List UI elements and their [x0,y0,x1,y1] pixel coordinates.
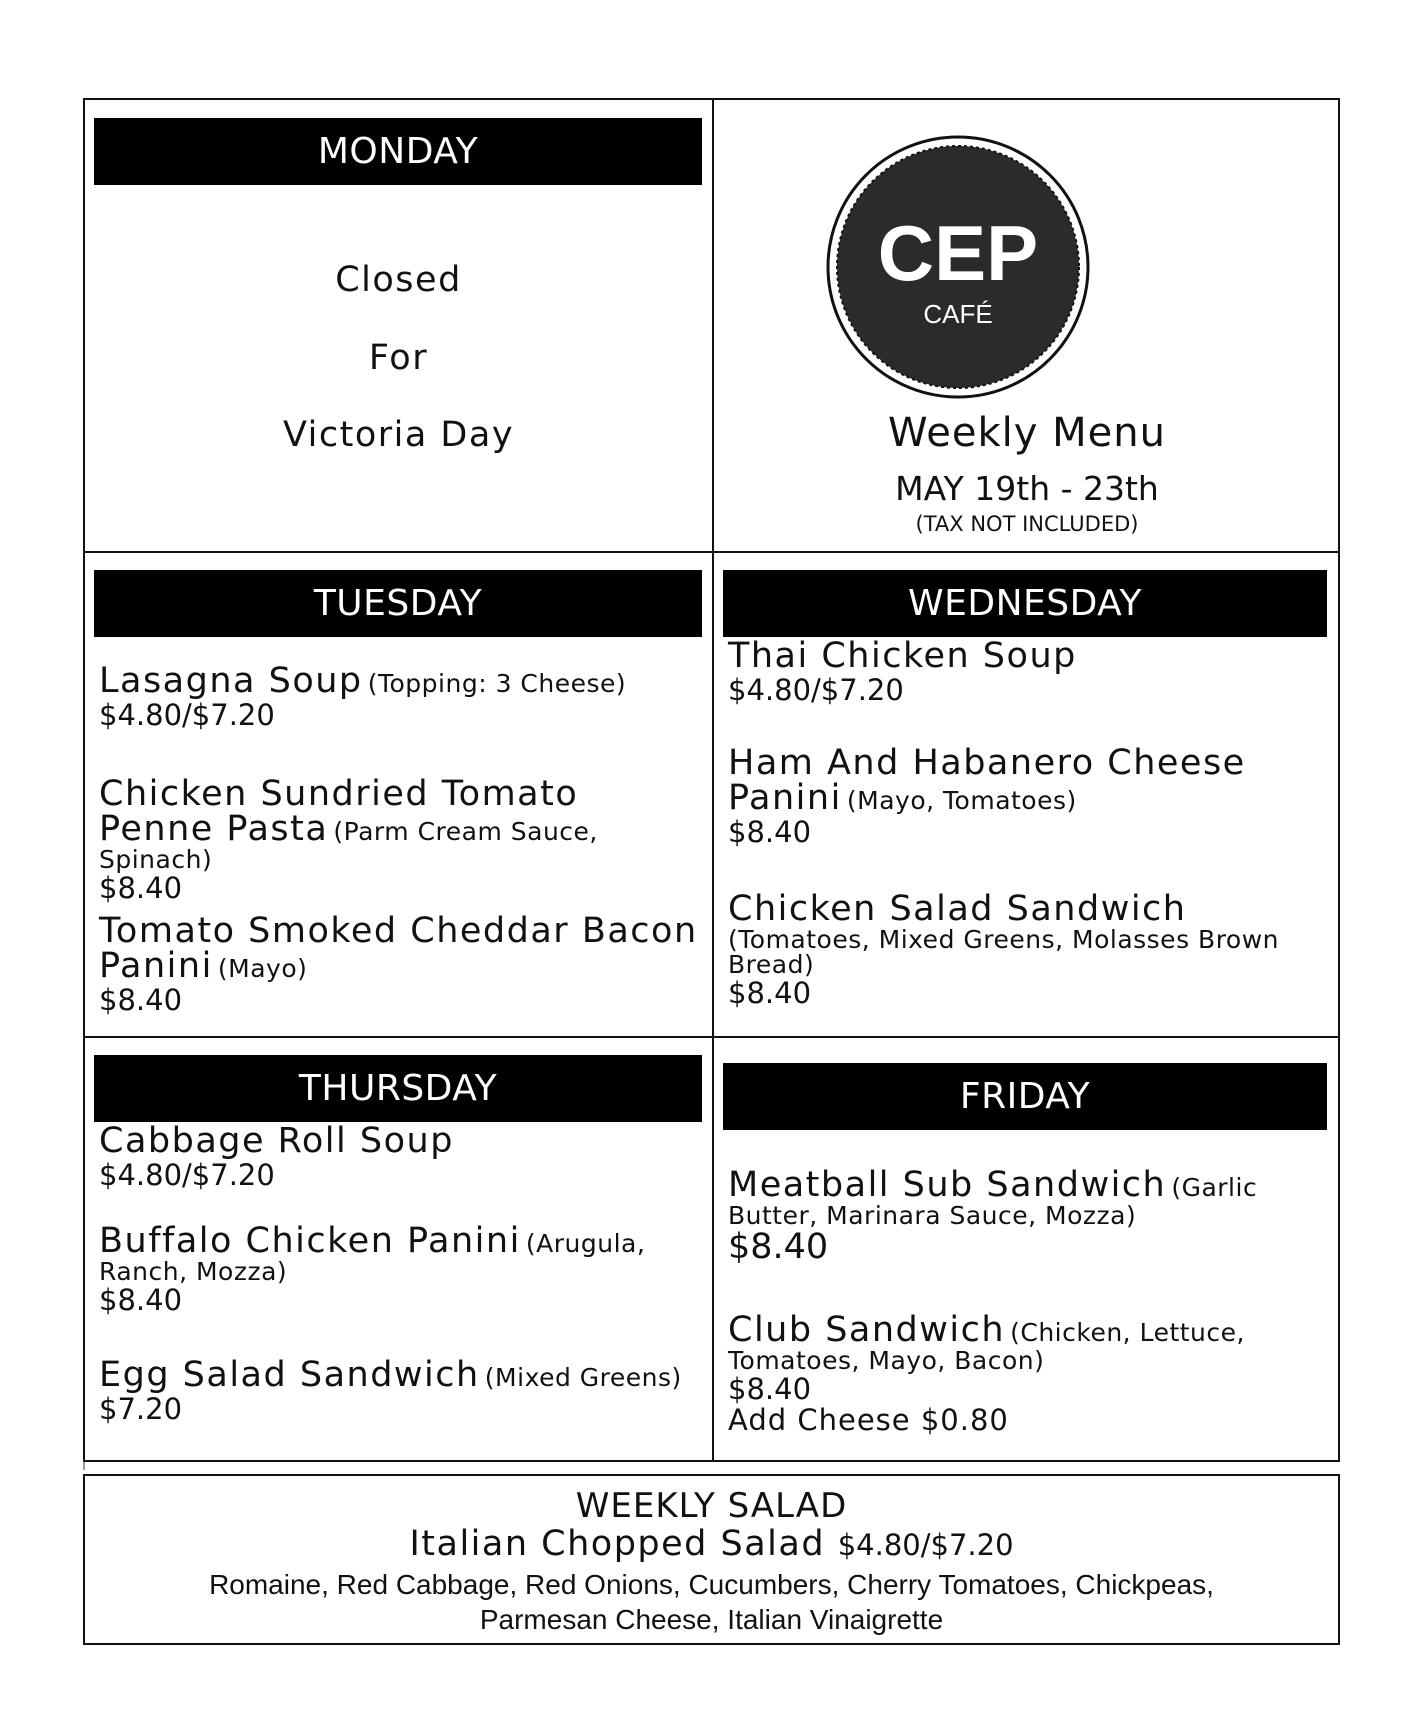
item-name: Chicken Salad Sandwich [728,889,1187,929]
item-price: $4.80/$7.20 [99,1158,275,1192]
item-name: Chicken Sundried Tomato Penne Pasta [99,774,579,849]
tuesday-cell [85,553,712,1036]
item-note: (Mayo, Tomatoes) [846,786,1077,815]
item-name: Club Sandwich [728,1310,1006,1350]
friday-cell [714,1038,1338,1460]
item-note: (Mixed Greens) [484,1363,682,1392]
item-name: Buffalo Chicken Panini [99,1221,521,1261]
item-note: (Parm Cream Sauce, Spinach) [99,817,598,874]
item-name: Ham And Habanero Cheese Panini [728,743,1246,818]
item-note: (Garlic Butter, Marinara Sauce, Mozza) [728,1173,1258,1230]
item-price: $8.40 [99,983,183,1017]
item-name: Egg Salad Sandwich [99,1355,480,1395]
item-price: $7.20 [99,1392,183,1426]
thursday-cell [85,1038,712,1460]
menu-item [728,1165,1328,1267]
item-note: (Mayo) [217,954,308,983]
salad-ingredients-1: Romaine, Red Cabbage, Red Onions, Cucumbers, Cherry Tomatoes, Chickpeas, [209,1568,1214,1600]
friday-header: FRIDAY [723,1063,1327,1130]
item-price: $8.40 [99,1283,183,1317]
item-price: $8.40 [99,871,183,905]
logo-sub-text: CAFÉ [923,299,993,329]
item-price: $8.40 [728,1372,812,1406]
menu-item [99,1121,702,1192]
menu-item [99,661,702,732]
tuesday-header: TUESDAY [94,570,702,637]
menu-item [99,1221,702,1317]
monday-cell [85,100,712,551]
salad-price: $4.80/$7.20 [837,1528,1014,1563]
logo-main-text: CEP [877,209,1039,297]
menu-item [99,911,702,1017]
item-note: (Chicken, Lettuce, Tomatoes, Mayo, Bacon) [728,1318,1245,1375]
menu-item [728,1310,1328,1437]
holiday-line: Victoria Day [282,415,515,455]
monday-header: MONDAY [94,118,702,185]
for-line: For [368,338,429,378]
salad-name-line [85,1525,1338,1564]
tax-note: (TAX NOT INCLUDED) [915,512,1139,536]
item-note: (Arugula, Ranch, Mozza) [99,1229,646,1286]
weekly-menu-dates: MAY 19th - 23th [895,469,1159,508]
closed-line: Closed [335,260,462,300]
item-name: Lasagna Soup [99,661,363,701]
item-name: Tomato Smoked Cheddar Bacon Panini [99,911,698,986]
menu-item [728,743,1328,849]
weekly-salad-box [83,1474,1340,1645]
weekly-menu-title: Weekly Menu [888,410,1166,456]
item-price: $4.80/$7.20 [728,673,904,707]
item-name: Cabbage Roll Soup [99,1121,454,1161]
wednesday-header: WEDNESDAY [723,570,1327,637]
item-price: $8.40 [728,815,812,849]
item-name: Thai Chicken Soup [728,636,1077,676]
salad-ingredients-2: Parmesan Cheese, Italian Vinaigrette [479,1604,944,1636]
menu-item [728,636,1328,707]
salad-name: Italian Chopped Salad [409,1524,826,1565]
item-note: (Tomatoes, Mixed Greens, Molasses Brown Bread) [728,925,1280,979]
thursday-header: THURSDAY [94,1055,702,1122]
menu-item [728,889,1328,1010]
item-name: Meatball Sub Sandwich [728,1165,1167,1205]
menu-item [99,1355,702,1426]
scan-mark [83,1462,85,1470]
item-price: $8.40 [728,976,812,1010]
wednesday-cell [714,553,1338,1036]
menu-item [99,774,702,905]
item-note: (Topping: 3 Cheese) [367,669,627,698]
weekly-salad-header: WEEKLY SALAD [575,1486,848,1526]
item-price: $4.80/$7.20 [99,698,275,732]
item-price: $8.40 [728,1227,829,1267]
add-cheese-extra: Add Cheese $0.80 [728,1403,1009,1437]
cafe-logo [823,132,1093,402]
